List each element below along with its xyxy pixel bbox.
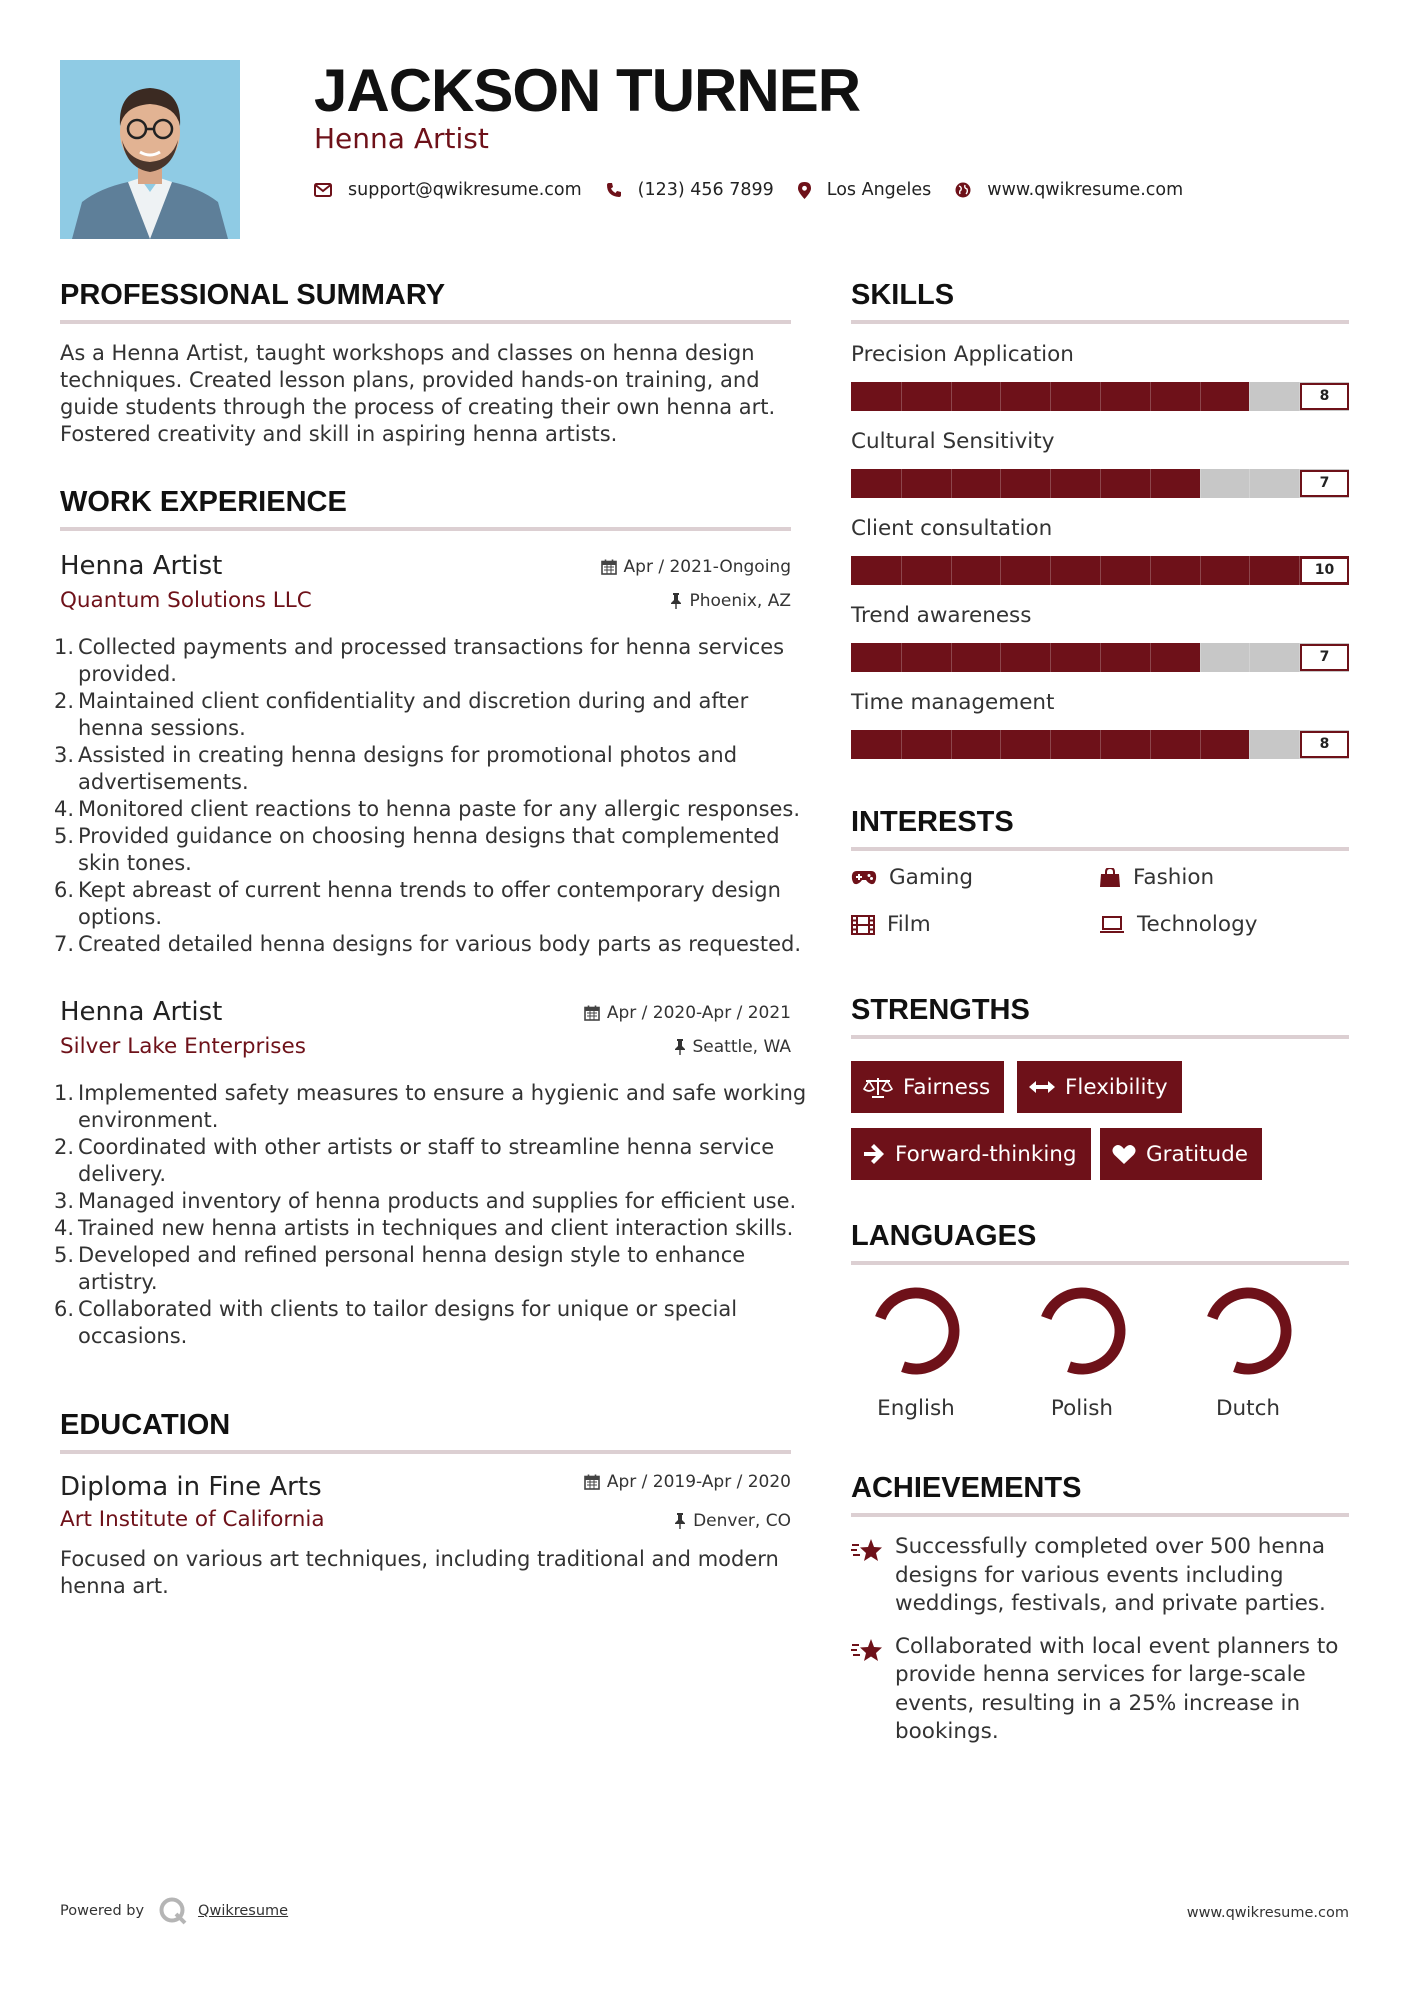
language-level-arc <box>880 1293 954 1369</box>
skill-bar-segment <box>1000 556 1001 585</box>
skill-bar <box>851 556 1349 585</box>
skill-bar-segment <box>1200 382 1201 411</box>
list-number: 1. <box>54 1081 75 1105</box>
skill-bar-segment <box>951 556 952 585</box>
skill-bar-segment <box>901 556 902 585</box>
contact-email-text: support@qwikresume.com <box>348 180 582 200</box>
contact-phone-text: (123) 456 7899 <box>637 180 774 200</box>
job-entry <box>54 995 807 1350</box>
interest-label: Fashion <box>1133 865 1215 890</box>
skill-bar <box>851 643 1349 672</box>
job-location <box>670 591 791 611</box>
language-item <box>1017 1283 1147 1423</box>
education-date <box>584 1472 791 1492</box>
strengths-heading: STRENGTHS <box>851 985 1349 1039</box>
skill-level-badge: 7 <box>1300 644 1349 671</box>
skills-list <box>851 340 1349 759</box>
strength-chip <box>1017 1061 1182 1113</box>
qwikresume-link[interactable]: Qwikresume <box>198 1903 289 1919</box>
interest-label: Technology <box>1137 912 1258 937</box>
interest-item <box>1099 912 1257 937</box>
arrow-right-icon <box>863 1144 885 1164</box>
summary-heading: PROFESSIONAL SUMMARY <box>60 270 791 324</box>
job-title: Henna Artist <box>60 551 223 581</box>
duty-line: Created detailed henna designs for various body parts as requested. <box>78 932 802 956</box>
calendar-icon <box>601 559 617 575</box>
interest-label: Film <box>887 912 931 937</box>
duty-line: henna sessions. <box>78 716 246 740</box>
education-line: henna art. <box>60 1574 169 1598</box>
pushpin-icon <box>670 593 682 609</box>
skill-bar-segment <box>1050 556 1051 585</box>
skill-bar-segment <box>901 643 902 672</box>
strength-label: Fairness <box>903 1074 991 1100</box>
envelope-icon <box>314 183 332 197</box>
education-date-text: Apr / 2019-Apr / 2020 <box>606 1472 791 1492</box>
interests-heading: INTERESTS <box>851 797 1349 851</box>
list-item <box>54 1242 791 1296</box>
list-number: 2. <box>54 689 75 713</box>
skill-name: Precision Application <box>851 342 1074 367</box>
list-item <box>54 1215 794 1242</box>
list-item <box>54 931 802 958</box>
candidate-title: Henna Artist <box>314 122 489 155</box>
list-number: 5. <box>54 824 75 848</box>
job-location-text: Phoenix, AZ <box>689 591 791 611</box>
strength-chip <box>1100 1128 1262 1180</box>
language-level-ring <box>868 1283 964 1379</box>
interest-item <box>851 865 973 890</box>
balance-scale-icon <box>863 1076 893 1098</box>
qwikresume-logo-icon <box>158 1896 188 1926</box>
duty-line: Implemented safety measures to ensure a hygienic and safe working <box>78 1081 807 1105</box>
footer-powered-by <box>60 1896 288 1926</box>
skill-bar-segment <box>1200 643 1201 672</box>
list-number: 7. <box>54 932 75 956</box>
skill-bar <box>851 469 1349 498</box>
powered-by-text: Powered by <box>60 1903 145 1919</box>
list-number: 2. <box>54 1135 75 1159</box>
education-school: Art Institute of California <box>60 1507 325 1532</box>
list-item <box>54 796 801 823</box>
achievement-line: weddings, festivals, and private parties. <box>895 1591 1326 1616</box>
list-item <box>54 1188 797 1215</box>
skill-bar-segment <box>1200 556 1201 585</box>
job-title: Henna Artist <box>60 997 223 1027</box>
job-header <box>60 995 791 1069</box>
duty-line: delivery. <box>78 1162 167 1186</box>
skill-bar-segment <box>1100 730 1101 759</box>
skill-bar-segment <box>1150 643 1151 672</box>
skill-bar-segment <box>1100 382 1101 411</box>
list-item <box>54 1080 807 1134</box>
skill-bar-segment <box>951 643 952 672</box>
skill-bar-segment <box>1249 730 1250 759</box>
duty-line: Managed inventory of henna products and supplies for efficient use. <box>78 1189 797 1213</box>
education-entry <box>60 1470 791 1600</box>
skill-bar-fill <box>851 643 1200 672</box>
language-name: Dutch <box>1215 1396 1281 1421</box>
list-number: 6. <box>54 1297 75 1321</box>
skill-name: Trend awareness <box>851 603 1032 628</box>
achievement-line: events, resulting in a 25% increase in <box>895 1690 1301 1716</box>
duty-line: Trained new henna artists in techniques and client interaction skills. <box>78 1216 794 1240</box>
experience-heading: WORK EXPERIENCE <box>60 477 791 531</box>
duty-line: Provided guidance on choosing henna designs that complemented <box>78 824 780 848</box>
list-number: 3. <box>54 743 75 767</box>
duty-line: Maintained client confidentiality and discretion during and after <box>78 689 749 713</box>
list-item <box>54 1296 791 1350</box>
list-item <box>54 634 791 688</box>
list-item <box>54 1134 791 1188</box>
interest-item <box>1099 865 1214 890</box>
skill-bar-segment <box>901 469 902 498</box>
skill-bar-segment <box>1000 730 1001 759</box>
skill-level-badge: 10 <box>1300 557 1349 584</box>
skill-bar-track <box>851 382 1349 411</box>
job-location <box>674 1037 792 1057</box>
list-item <box>54 742 791 796</box>
education-header <box>60 1470 791 1544</box>
pushpin-icon <box>674 1513 686 1529</box>
contact-phone[interactable] <box>606 180 774 200</box>
footer-website[interactable]: www.qwikresume.com <box>1186 1905 1349 1921</box>
duty-line: Developed and refined personal henna design style to enhance <box>78 1243 746 1267</box>
achievement-line: Collaborated with local event planners to <box>895 1633 1339 1659</box>
duty-line: skin tones. <box>78 851 192 875</box>
skill-bar-segment <box>1050 730 1051 759</box>
skill-bar-segment <box>1000 469 1001 498</box>
right-column <box>851 270 1349 1747</box>
interest-label: Gaming <box>889 865 974 890</box>
list-item <box>54 823 791 877</box>
job-date <box>601 557 791 577</box>
laptop-icon <box>1099 916 1125 934</box>
languages-list <box>851 1283 1349 1433</box>
job-duties <box>54 1080 807 1350</box>
language-name: Polish <box>1050 1396 1114 1421</box>
skill-bar-segment <box>901 730 902 759</box>
map-pin-icon <box>798 182 811 199</box>
skill-bar-segment <box>1150 469 1151 498</box>
skill-bar-track <box>851 643 1349 672</box>
duty-line: environment. <box>78 1108 219 1132</box>
list-number: 4. <box>54 1216 75 1240</box>
job-header <box>60 549 791 623</box>
duty-line: Collaborated with clients to tailor designs for unique or special <box>78 1297 738 1321</box>
summary-line: techniques. Created lesson plans, provided hands-on training, and <box>60 368 760 392</box>
star-award-icon <box>851 1537 885 1563</box>
achievement-line: designs for various events including <box>895 1562 1284 1588</box>
achievement-line: provide henna services for large-scale <box>895 1662 1306 1687</box>
phone-icon <box>606 182 622 198</box>
heart-icon <box>1112 1144 1136 1165</box>
skill-bar-segment <box>1100 556 1101 585</box>
gamepad-icon <box>851 870 877 886</box>
skill-bar-segment <box>1150 382 1151 411</box>
language-item <box>1183 1283 1313 1423</box>
profile-photo <box>60 60 240 239</box>
skill-bar-track <box>851 469 1349 498</box>
strength-label: Forward-thinking <box>895 1141 1077 1167</box>
achievement-item <box>851 1633 1349 1747</box>
skill-bar <box>851 382 1349 411</box>
skill-item <box>851 601 1349 672</box>
calendar-icon <box>584 1474 600 1490</box>
strengths-list <box>851 1061 1349 1211</box>
contact-website-text: www.qwikresume.com <box>987 180 1184 200</box>
education-heading: EDUCATION <box>60 1400 791 1454</box>
achievements-heading: ACHIEVEMENTS <box>851 1463 1349 1517</box>
duty-line: Collected payments and processed transactions for henna services <box>78 635 785 659</box>
list-item <box>54 877 791 931</box>
job-entry <box>54 549 802 958</box>
skill-bar-segment <box>1050 382 1051 411</box>
languages-heading: LANGUAGES <box>851 1211 1349 1265</box>
job-location-text: Seattle, WA <box>692 1037 791 1057</box>
interests-list <box>851 865 1349 961</box>
job-date-text: Apr / 2021-Ongoing <box>623 557 791 577</box>
contact-bar <box>314 176 1207 204</box>
skill-name: Client consultation <box>851 516 1053 541</box>
film-icon <box>851 915 875 935</box>
calendar-icon <box>584 1005 600 1021</box>
skill-bar-segment <box>1249 469 1250 498</box>
skill-bar-segment <box>1249 643 1250 672</box>
interest-item <box>851 912 931 937</box>
duty-line: Monitored client reactions to henna paste for any allergic responses. <box>78 797 801 821</box>
summary-line: Fostered creativity and skill in aspiring henna artists. <box>60 422 618 446</box>
list-number: 4. <box>54 797 75 821</box>
duty-line: options. <box>78 905 163 929</box>
skill-level-badge: 7 <box>1300 470 1349 497</box>
star-award-icon <box>851 1637 885 1663</box>
skill-bar-segment <box>1100 643 1101 672</box>
skill-bar <box>851 730 1349 759</box>
skill-bar-segment <box>1000 382 1001 411</box>
skill-bar-segment <box>1150 730 1151 759</box>
education-degree: Diploma in Fine Arts <box>60 1472 322 1502</box>
duty-line: Assisted in creating henna designs for promotional photos and <box>78 743 738 767</box>
pushpin-icon <box>674 1039 686 1055</box>
contact-email[interactable] <box>314 180 582 200</box>
skill-item <box>851 514 1349 585</box>
skill-bar-track <box>851 556 1349 585</box>
skill-bar-segment <box>1200 730 1201 759</box>
summary-line: As a Henna Artist, taught workshops and classes on henna design <box>60 341 755 365</box>
candidate-name: JACKSON TURNER <box>314 57 861 124</box>
contact-location-text: Los Angeles <box>826 180 932 200</box>
achievement-line: Successfully completed over 500 henna <box>895 1534 1326 1559</box>
skill-bar-segment <box>951 730 952 759</box>
achievement-item <box>851 1533 1349 1619</box>
summary-line: guide students through the process of creating their own henna art. <box>60 395 776 419</box>
strength-label: Flexibility <box>1065 1074 1168 1100</box>
achievement-line: bookings. <box>895 1719 999 1744</box>
skill-level-badge: 8 <box>1300 731 1349 758</box>
education-description <box>60 1546 791 1600</box>
left-column <box>54 270 807 1600</box>
skill-bar-segment <box>951 469 952 498</box>
language-level-arc <box>1212 1293 1286 1369</box>
skill-bar-segment <box>1249 556 1250 585</box>
skill-item <box>851 688 1349 759</box>
job-company: Quantum Solutions LLC <box>60 588 312 613</box>
skill-name: Cultural Sensitivity <box>851 429 1055 454</box>
list-number: 5. <box>54 1243 75 1267</box>
skills-heading: SKILLS <box>851 270 1349 324</box>
duty-line: artistry. <box>78 1270 158 1294</box>
list-number: 1. <box>54 635 75 659</box>
job-duties <box>54 634 802 958</box>
duty-line: occasions. <box>78 1324 188 1348</box>
skill-bar-segment <box>901 382 902 411</box>
skill-bar-segment <box>951 382 952 411</box>
list-item <box>54 688 791 742</box>
education-location <box>674 1511 791 1531</box>
strength-chip <box>851 1061 1004 1113</box>
job-company: Silver Lake Enterprises <box>60 1034 306 1059</box>
globe-icon <box>955 182 971 198</box>
skill-bar-track <box>851 730 1349 759</box>
language-level-arc <box>1046 1293 1120 1369</box>
contact-website[interactable] <box>955 180 1183 200</box>
skill-level-badge: 8 <box>1300 383 1349 410</box>
education-line: Focused on various art techniques, including traditional and modern <box>60 1547 779 1571</box>
skill-bar-segment <box>1050 643 1051 672</box>
skill-bar-fill <box>851 469 1200 498</box>
education-location-text: Denver, CO <box>693 1511 791 1531</box>
skill-name: Time management <box>851 690 1055 715</box>
job-date-text: Apr / 2020-Apr / 2021 <box>606 1003 791 1023</box>
duty-line: advertisements. <box>78 770 249 794</box>
summary-text <box>60 340 791 448</box>
contact-location <box>798 180 932 200</box>
shopping-bag-icon <box>1099 868 1121 888</box>
skill-bar-segment <box>1249 382 1250 411</box>
duty-line: Coordinated with other artists or staff to streamline henna service <box>78 1135 775 1159</box>
language-item <box>851 1283 981 1423</box>
achievements-list <box>851 1533 1349 1747</box>
language-level-ring <box>1034 1283 1130 1379</box>
skill-bar-segment <box>1000 643 1001 672</box>
duty-line: Kept abreast of current henna trends to offer contemporary design <box>78 878 781 902</box>
duty-line: provided. <box>78 662 177 686</box>
language-level-ring <box>1200 1283 1296 1379</box>
skill-bar-segment <box>1050 469 1051 498</box>
skill-bar-segment <box>1150 556 1151 585</box>
skill-bar-segment <box>1200 469 1201 498</box>
job-date <box>584 1003 791 1023</box>
arrows-horizontal-icon <box>1029 1080 1055 1094</box>
language-name: English <box>877 1396 955 1421</box>
skill-item <box>851 427 1349 498</box>
skill-item <box>851 340 1349 411</box>
list-number: 3. <box>54 1189 75 1213</box>
strength-label: Gratitude <box>1146 1141 1249 1167</box>
skill-bar-segment <box>1100 469 1101 498</box>
strength-chip <box>851 1128 1091 1180</box>
list-number: 6. <box>54 878 75 902</box>
